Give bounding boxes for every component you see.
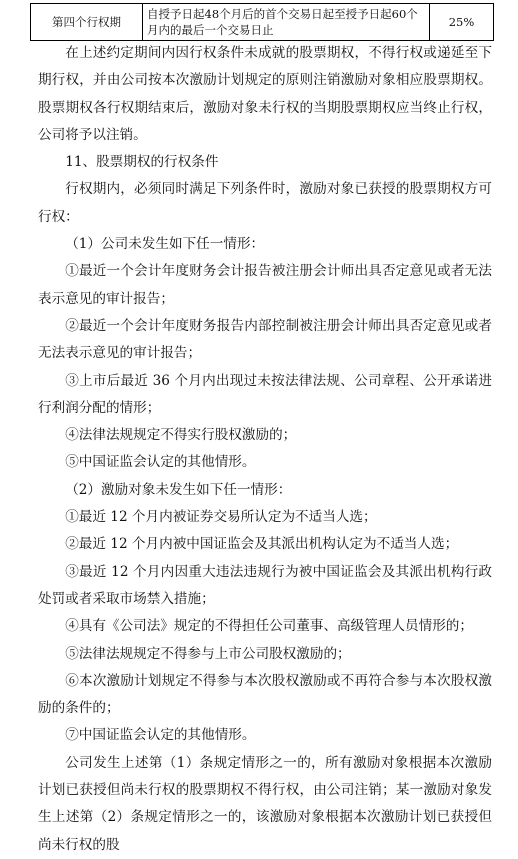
list-item: ②最近一个会计年度财务报告内部控制被注册会计师出具否定意见或者无法表示意见的审计报告； (38, 317, 492, 362)
list-item: ④法律法规规定不得实行股权激励的； (65, 427, 297, 444)
body-text (38, 40, 492, 859)
list-item: ⑦中国证监会认定的其他情形。 (65, 727, 256, 744)
ratio-cell: 25% (430, 4, 494, 41)
list-item: ③上市后最近 36 个月内出现过未按法律法规、公司章程、公开承诺进行利润分配的情形； (38, 372, 492, 416)
list-item: ⑥本次激励计划规定不得参与本次股权激励或不再符合参与本次股权激励的条件的； (38, 672, 492, 717)
exercise-period-table (30, 3, 494, 41)
subsection-heading: （1）公司未发生如下任一情形： (65, 236, 265, 253)
window-cell: 自授予日起48个月后的首个交易日起至授予日起60个月内的最后一个交易日止 (143, 4, 430, 41)
period-cell: 第四个行权期 (31, 4, 143, 41)
paragraph: 行权期内，必须同时满足下列条件时，激励对象已获授的股票期权方可行权： (38, 181, 492, 225)
paragraph: 在上述约定期间内因行权条件未成就的股票期权，不得行权或递延至下期行权，并由公司按本次激励计划规定的原则注销激励对象相应股票期权。股票期权各行权期结束后，激励对象未行权的当期股票期权应当终止行权，公司将予以注销。 (38, 45, 492, 143)
list-item: ②最近 12 个月内被中国证监会及其派出机构认定为不适当人选； (65, 536, 459, 553)
list-item: ①最近 12 个月内被证券交易所认定为不适当人选； (65, 509, 377, 526)
subsection-heading: （2）激励对象未发生如下任一情形： (65, 481, 292, 498)
list-item: ①最近一个会计年度财务会计报告被注册会计师出具否定意见或者无法表示意见的审计报告； (38, 263, 492, 307)
table-row (31, 4, 494, 41)
list-item: ⑤法律法规规定不得参与上市公司股权激励的； (65, 645, 351, 662)
paragraph: 公司发生上述第（1）条规定情形之一的，所有激励对象根据本次激励计划已获授但尚未行权的股票期权不得行权，由公司注销；某一激励对象发生上述第（2）条规定情形之一的，该激励对象根据本次激励计划已获授但尚未行权的股 (38, 754, 492, 853)
list-item: ⑤中国证监会认定的其他情形。 (65, 454, 256, 471)
section-heading: 11、股票期权的行权条件 (65, 154, 219, 171)
list-item: ④具有《公司法》规定的不得担任公司董事、高级管理人员情形的； (65, 618, 473, 635)
list-item: ③最近 12 个月内因重大违法违规行为被中国证监会及其派出机构行政处罚或者采取市场禁入措施； (38, 563, 492, 607)
